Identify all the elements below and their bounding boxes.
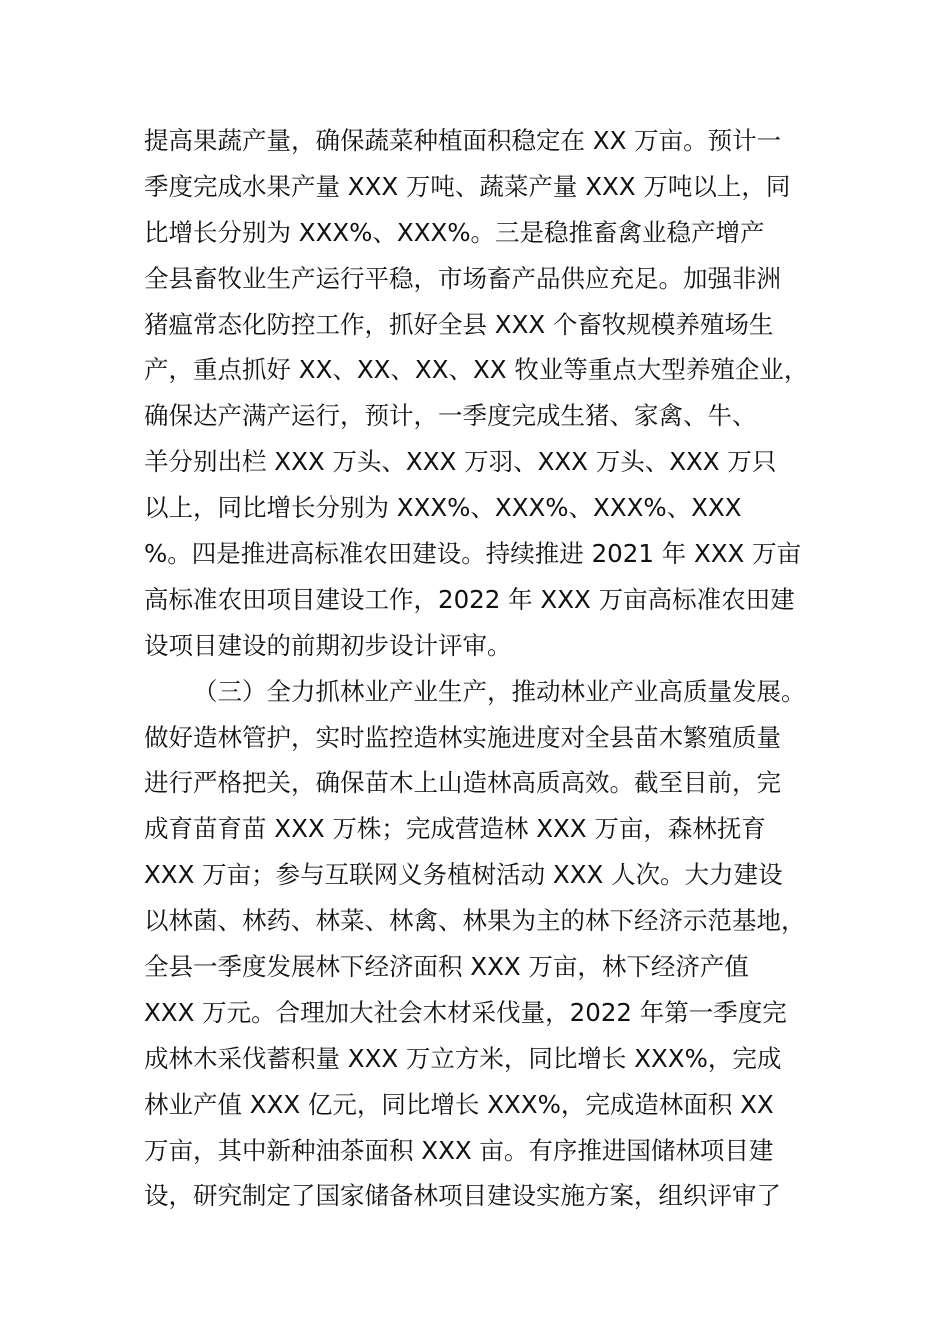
text-line: 成育苗育苗 XXX 万株；完成营造林 XXX 万亩，森林抚育: [144, 814, 766, 844]
text-line: 全县一季度发展林下经济面积 XXX 万亩，林下经济产值: [144, 952, 749, 982]
text-line: 羊分别出栏 XXX 万头、XXX 万羽、XXX 万头、XXX 万只: [144, 447, 777, 477]
text-line: 季度完成水果产量 XXX 万吨、蔬菜产量 XXX 万吨以上，同: [144, 171, 791, 201]
text-line: 高标准农田项目建设工作，2022 年 XXX 万亩高标准农田建: [144, 584, 795, 614]
text-line: 提高果蔬产量，确保蔬菜种植面积稳定在 XX 万亩。预计一: [144, 126, 782, 155]
text-line: 确保达产满产运行，预计，一季度完成生猪、家禽、牛、: [144, 401, 757, 431]
text-line: 林业产值 XXX 亿元，同比增长 XXX%，完成造林面积 XX: [144, 1089, 774, 1119]
text-line: 比增长分别为 XXX%、XXX%。三是稳推畜禽业稳产增产: [144, 217, 765, 247]
text-line: XXX 万亩；参与互联网义务植树活动 XXX 人次。大力建设: [144, 860, 783, 890]
text-line: 全县畜牧业生产运行平稳，市场畜产品供应充足。加强非洲: [144, 263, 781, 293]
text-line: 成林木采伐蓄积量 XXX 万立方米，同比增长 XXX%，完成: [144, 1043, 782, 1073]
document-body-text: [144, 118, 819, 1219]
text-line: 进行严格把关，确保苗木上山造林高质高效。截至目前，完: [144, 768, 781, 798]
text-line: 以上，同比增长分别为 XXX%、XXX%、XXX%、XXX: [144, 493, 742, 523]
text-line: 万亩，其中新种油茶面积 XXX 亩。有序推进国储林项目建: [144, 1135, 774, 1165]
text-line: XXX 万元。合理加大社会木材采伐量，2022 年第一季度完: [144, 997, 787, 1027]
text-line: 猪瘟常态化防控工作，抓好全县 XXX 个畜牧规模养殖场生: [144, 309, 774, 339]
text-line: 以林菌、林药、林菜、林禽、林果为主的林下经济示范基地，: [144, 906, 806, 936]
section-heading-line: （三）全力抓林业产业生产，推动林业产业高质量发展。: [193, 676, 806, 706]
text-line: %。四是推进高标准农田建设。持续推进 2021 年 XXX 万亩: [144, 539, 802, 569]
text-line: 产，重点抓好 XX、XX、XX、XX 牧业等重点大型养殖企业，: [144, 355, 809, 385]
text-line: 设，研究制定了国家储备林项目建设实施方案，组织评审了: [144, 1181, 781, 1211]
text-line: 做好造林管护，实时监控造林实施进度对全县苗木繁殖质量: [144, 722, 781, 752]
text-line: 设项目建设的前期初步设计评审。: [144, 630, 512, 660]
